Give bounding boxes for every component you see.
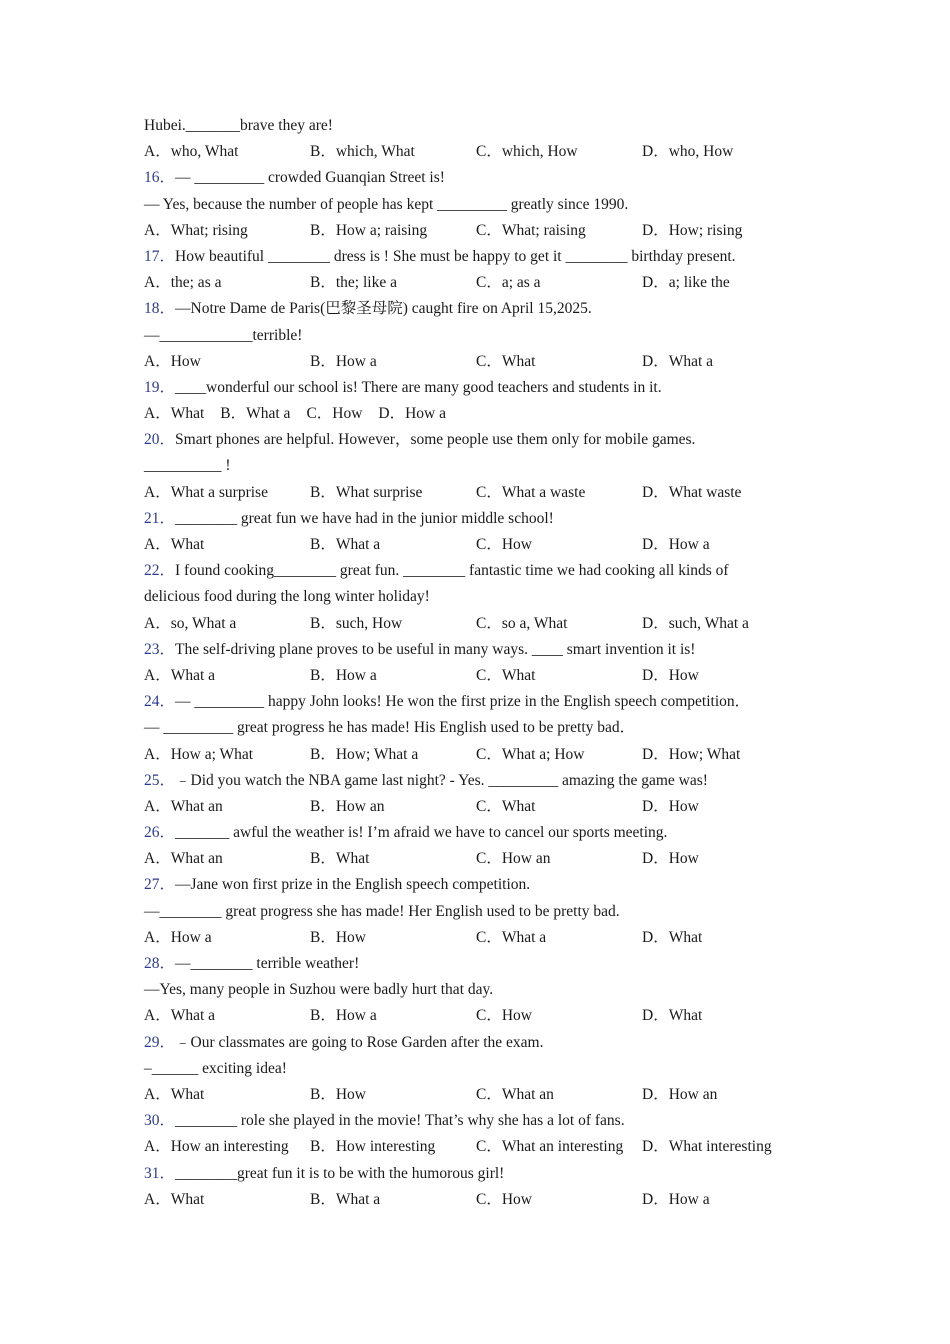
question-text: delicious food during the long winter holiday! — [144, 588, 430, 606]
answer-options — [144, 218, 824, 244]
question-number: 23． — [144, 640, 176, 658]
option-c: C．How — [476, 536, 532, 553]
question-stem — [144, 820, 824, 846]
answer-options — [144, 401, 824, 427]
option-a: A．How — [144, 352, 201, 370]
answer-options — [144, 846, 824, 872]
option-c: C．a; as a — [476, 274, 541, 292]
option-c: C．What — [476, 797, 536, 815]
question-continuation — [144, 453, 824, 479]
answer-options — [144, 1187, 824, 1213]
option-b: B．How a — [310, 352, 377, 370]
question-text: ________ great fun we have had in the junior middle school! — [175, 509, 554, 527]
option-d: D．such, What a — [642, 614, 749, 632]
option-a: A．What — [144, 1085, 205, 1103]
option-b: B．How a; raising — [310, 221, 428, 239]
question-text: ﹣Did you watch the NBA game last night? - Yes. _________ amazing the game was! — [175, 771, 708, 789]
question-text: —Jane won first prize in the English speech competition. — [175, 876, 531, 894]
question-stem — [144, 165, 824, 191]
answer-options — [144, 794, 824, 820]
answer-options — [144, 742, 824, 768]
question-number: 16． — [144, 169, 176, 187]
option-c: C．What — [476, 352, 536, 370]
option-d: D．a; like the — [642, 274, 730, 292]
question-list — [144, 113, 824, 1213]
question-text: ________ role she played in the movie! That’s why she has a lot of fans. — [175, 1112, 625, 1130]
option-c: C．What — [476, 666, 536, 684]
option-d: D．What — [642, 1007, 703, 1025]
question-stem — [144, 506, 824, 532]
option-c: C．What an — [476, 1085, 554, 1103]
question-number: 30． — [144, 1112, 176, 1130]
option-a: A．the; as a — [144, 274, 222, 292]
question-text: Smart phones are helpful. However，some people use them only for mobile games. — [175, 431, 696, 449]
question-stem — [144, 558, 824, 584]
question-text: — _________ happy John looks! He won the first prize in the English speech competition． — [175, 693, 751, 711]
option-d: D．What — [642, 928, 703, 946]
option-c: C．What a — [476, 928, 547, 946]
question-text: ____wonderful our school is! There are many good teachers and students in it. — [175, 378, 662, 396]
leading-options — [144, 139, 824, 165]
option-a: A．What — [144, 1190, 205, 1208]
option-d: D．How a — [642, 1190, 710, 1208]
option-d: D．What a — [642, 352, 714, 370]
question-stem — [144, 637, 824, 663]
answer-options — [144, 1003, 824, 1029]
option-b: B．What a — [310, 1190, 381, 1208]
question-number: 26． — [144, 824, 176, 842]
option-d: D．How an — [642, 1085, 718, 1103]
option-c: C．What; raising — [476, 221, 586, 239]
question-stem — [144, 1108, 824, 1134]
question-number: 27． — [144, 876, 176, 894]
option-a: A．who, What — [144, 143, 239, 161]
option-c: C．How — [476, 1007, 532, 1025]
option-a: A．What an — [144, 850, 223, 868]
question-stem — [144, 427, 824, 453]
question-text: — Yes, because the number of people has kept _________ greatly since 1990. — [144, 195, 629, 213]
answer-options — [144, 1134, 824, 1160]
option-a: A．What; rising — [144, 221, 248, 239]
option-a: A．so, What a — [144, 614, 237, 632]
option-d: D．How a — [642, 536, 710, 553]
option-b: B．such, How — [310, 614, 403, 632]
answer-options — [144, 663, 824, 689]
option-b: B．What a — [310, 536, 381, 553]
option-d: D．How; What — [642, 745, 741, 763]
question-text: ﹣Our classmates are going to Rose Garden after the exam. — [175, 1033, 544, 1051]
question-text: —________ terrible weather! — [175, 955, 360, 972]
question-number: 24． — [144, 693, 176, 711]
option-a: A．What an — [144, 797, 223, 815]
question-number: 29． — [144, 1033, 176, 1051]
question-text: — _________ crowded Guanqian Street is! — [175, 169, 445, 187]
question-stem — [144, 768, 824, 794]
question-number: 21． — [144, 509, 176, 527]
question-text: —Notre Dame de Paris(巴黎圣母院) caught fire on April 15,2025. — [175, 300, 592, 318]
question-number: 17． — [144, 247, 176, 265]
option-d: D．How — [642, 666, 699, 684]
option-b: B．How an — [310, 797, 385, 815]
answer-options — [144, 270, 824, 296]
option-b: B．which, What — [310, 143, 415, 161]
answer-options — [144, 611, 824, 637]
option-d: D．How — [642, 797, 699, 815]
option-a: A．What a — [144, 666, 216, 684]
question-text: How beautiful ________ dress is ! She must be happy to get it ________ birthday present. — [175, 247, 736, 265]
answer-options — [144, 349, 824, 375]
option-b: B．How — [310, 1085, 366, 1103]
option-b: B．What a — [220, 405, 291, 423]
option-c: C．How — [306, 405, 363, 423]
option-b: B．How; What a — [310, 745, 419, 763]
question-number: 31． — [144, 1164, 176, 1182]
leading-text: Hubei._______brave they are! — [144, 117, 333, 134]
question-continuation — [144, 1056, 824, 1082]
question-stem — [144, 689, 824, 715]
question-text: I found cooking________ great fun. ________ fantastic time we had cooking all kinds of — [175, 562, 729, 580]
question-number: 20． — [144, 431, 176, 449]
option-d: D．What waste — [642, 483, 742, 501]
option-c: C．What a waste — [476, 483, 586, 501]
question-continuation — [144, 192, 824, 218]
answer-options — [144, 925, 824, 951]
question-stem — [144, 1161, 824, 1187]
question-continuation — [144, 584, 824, 610]
question-text: —________ great progress she has made! Her English used to be pretty bad. — [144, 902, 620, 920]
option-a: A．What a — [144, 1007, 216, 1025]
question-text: The self-driving plane proves to be useful in many ways. ____ smart invention it is! — [175, 640, 696, 658]
question-text: —____________terrible! — [144, 326, 303, 344]
option-d: D．How — [642, 850, 699, 868]
answer-options — [144, 1082, 824, 1108]
option-c: C．which, How — [476, 143, 578, 161]
question-continuation — [144, 715, 824, 741]
question-text: __________ ! — [144, 457, 231, 475]
option-c: C．What an interesting — [476, 1138, 624, 1156]
answer-options — [144, 480, 824, 506]
option-a: A．What — [144, 405, 205, 423]
question-stem — [144, 375, 824, 401]
option-a: A．What a surprise — [144, 483, 268, 501]
question-stem — [144, 244, 824, 270]
option-b: B．How interesting — [310, 1138, 436, 1156]
question-number: 19． — [144, 378, 176, 396]
option-c: C．How — [476, 1190, 532, 1208]
question-continuation — [144, 899, 824, 925]
answer-options — [144, 532, 824, 558]
option-a: A．How a; What — [144, 745, 254, 763]
option-b: B．the; like a — [310, 274, 397, 292]
option-b: B．What surprise — [310, 483, 423, 501]
option-c: C．What a; How — [476, 745, 585, 763]
question-number: 18． — [144, 300, 176, 318]
option-a: A．How a — [144, 928, 212, 946]
option-b: B．How a — [310, 1007, 377, 1025]
option-d: D．How a — [378, 405, 447, 423]
question-continuation — [144, 323, 824, 349]
question-continuation — [144, 977, 824, 1003]
option-b: B．How — [310, 928, 366, 946]
option-a: A．What — [144, 536, 205, 553]
question-number: 28． — [144, 955, 176, 972]
question-text: —Yes, many people in Suzhou were badly hurt that day. — [144, 981, 494, 999]
option-d: D．who, How — [642, 143, 734, 161]
question-stem — [144, 872, 824, 898]
option-d: D．What interesting — [642, 1138, 772, 1156]
question-text: — _________ great progress he has made! His English used to be pretty bad． — [144, 719, 636, 737]
question-stem — [144, 1030, 824, 1056]
option-b: B．What — [310, 850, 370, 868]
question-stem — [144, 296, 824, 322]
option-d: D．How; rising — [642, 221, 743, 239]
option-c: C．How an — [476, 850, 551, 868]
question-number: 25． — [144, 771, 176, 789]
option-a: A．How an interesting — [144, 1138, 289, 1156]
option-c: C．so a, What — [476, 614, 568, 632]
question-text: ________great fun it is to be with the humorous girl! — [175, 1164, 505, 1182]
question-text: _______ awful the weather is! I’m afraid we have to cancel our sports meeting. — [175, 824, 668, 842]
question-number: 22． — [144, 562, 176, 580]
question-text: –______ exciting idea! — [144, 1059, 287, 1077]
option-b: B．How a — [310, 666, 377, 684]
question-stem — [144, 951, 824, 977]
